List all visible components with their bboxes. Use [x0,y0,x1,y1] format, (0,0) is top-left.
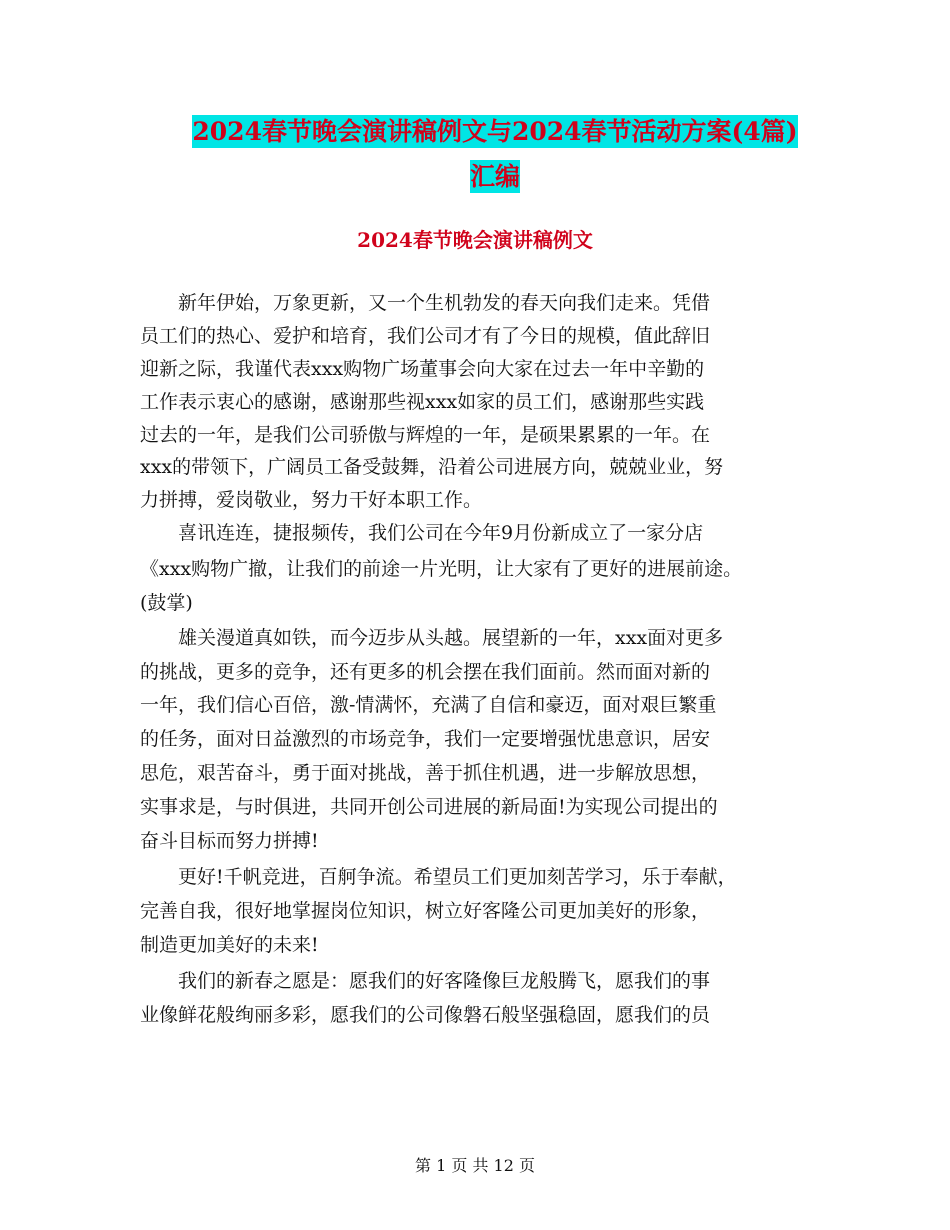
body-line: 更好!千帆竞进，百舸争流。希望员工们更加刻苦学习，乐于奉献， [140,866,737,888]
body-line: (鼓掌) [140,592,193,614]
body-line: 思危，艰苦奋斗，勇于面对挑战，善于抓住机遇，进一步解放思想， [140,762,711,784]
body-line: 业像鲜花般绚丽多彩，愿我们的公司像磐石般坚强稳固，愿我们的员 [140,1004,711,1026]
body-line: 的任务，面对日益激烈的市场竞争，我们一定要增强忧患意识，居安 [140,728,711,750]
body-line: xxx的带领下，广阔员工备受鼓舞，沿着公司进展方向，兢兢业业，努 [140,456,724,478]
document-title-line2: 汇编 [469,162,520,191]
body-line: 的挑战，更多的竞争，还有更多的机会摆在我们面前。然而面对新的 [140,661,711,683]
page-footer: 第 1 页 共 12 页 [415,1156,535,1175]
body-line: 一年，我们信心百倍，激-情满怀，充满了自信和豪迈，面对艰巨繁重 [140,694,717,716]
section-title: 2024春节晚会演讲稿例文 [357,228,593,252]
body-line: 迎新之际，我谨代表xxx购物广场董事会向大家在过去一年中辛勤的 [140,358,705,380]
body-line: 工作表示衷心的感谢，感谢那些视xxx如家的员工们，感谢那些实践 [140,391,705,413]
body-line: 完善自我，很好地掌握岗位知识，树立好客隆公司更加美好的形象， [140,900,711,922]
body-line: 员工们的热心、爱护和培育，我们公司才有了今日的规模，值此辞旧 [140,325,711,347]
body-line: 过去的一年，是我们公司骄傲与辉煌的一年，是硕果累累的一年。在 [140,424,711,446]
body-line: 制造更加美好的未来! [140,934,319,956]
body-line: 喜讯连连，捷报频传，我们公司在今年9月份新成立了一家分店 [140,522,704,544]
body-line: 奋斗目标而努力拼搏! [140,830,319,852]
body-line: 新年伊始，万象更新，又一个生机勃发的春天向我们走来。凭借 [140,292,711,314]
body-line: 雄关漫道真如铁，而今迈步从头越。展望新的一年，xxx面对更多 [140,627,724,649]
body-line: 实事求是，与时俱进，共同开创公司进展的新局面!为实现公司提出的 [140,796,718,818]
body-line: 力拼搏，爱岗敬业，努力干好本职工作。 [140,489,483,511]
body-line: 我们的新春之愿是：愿我们的好客隆像巨龙般腾飞，愿我们的事 [140,970,711,992]
body-line: 《xxx购物广撤，让我们的前途一片光明，让大家有了更好的进展前途。 [140,558,743,580]
document-title-line1: 2024春节晚会演讲稿例文与2024春节活动方案(4篇) [192,117,798,146]
